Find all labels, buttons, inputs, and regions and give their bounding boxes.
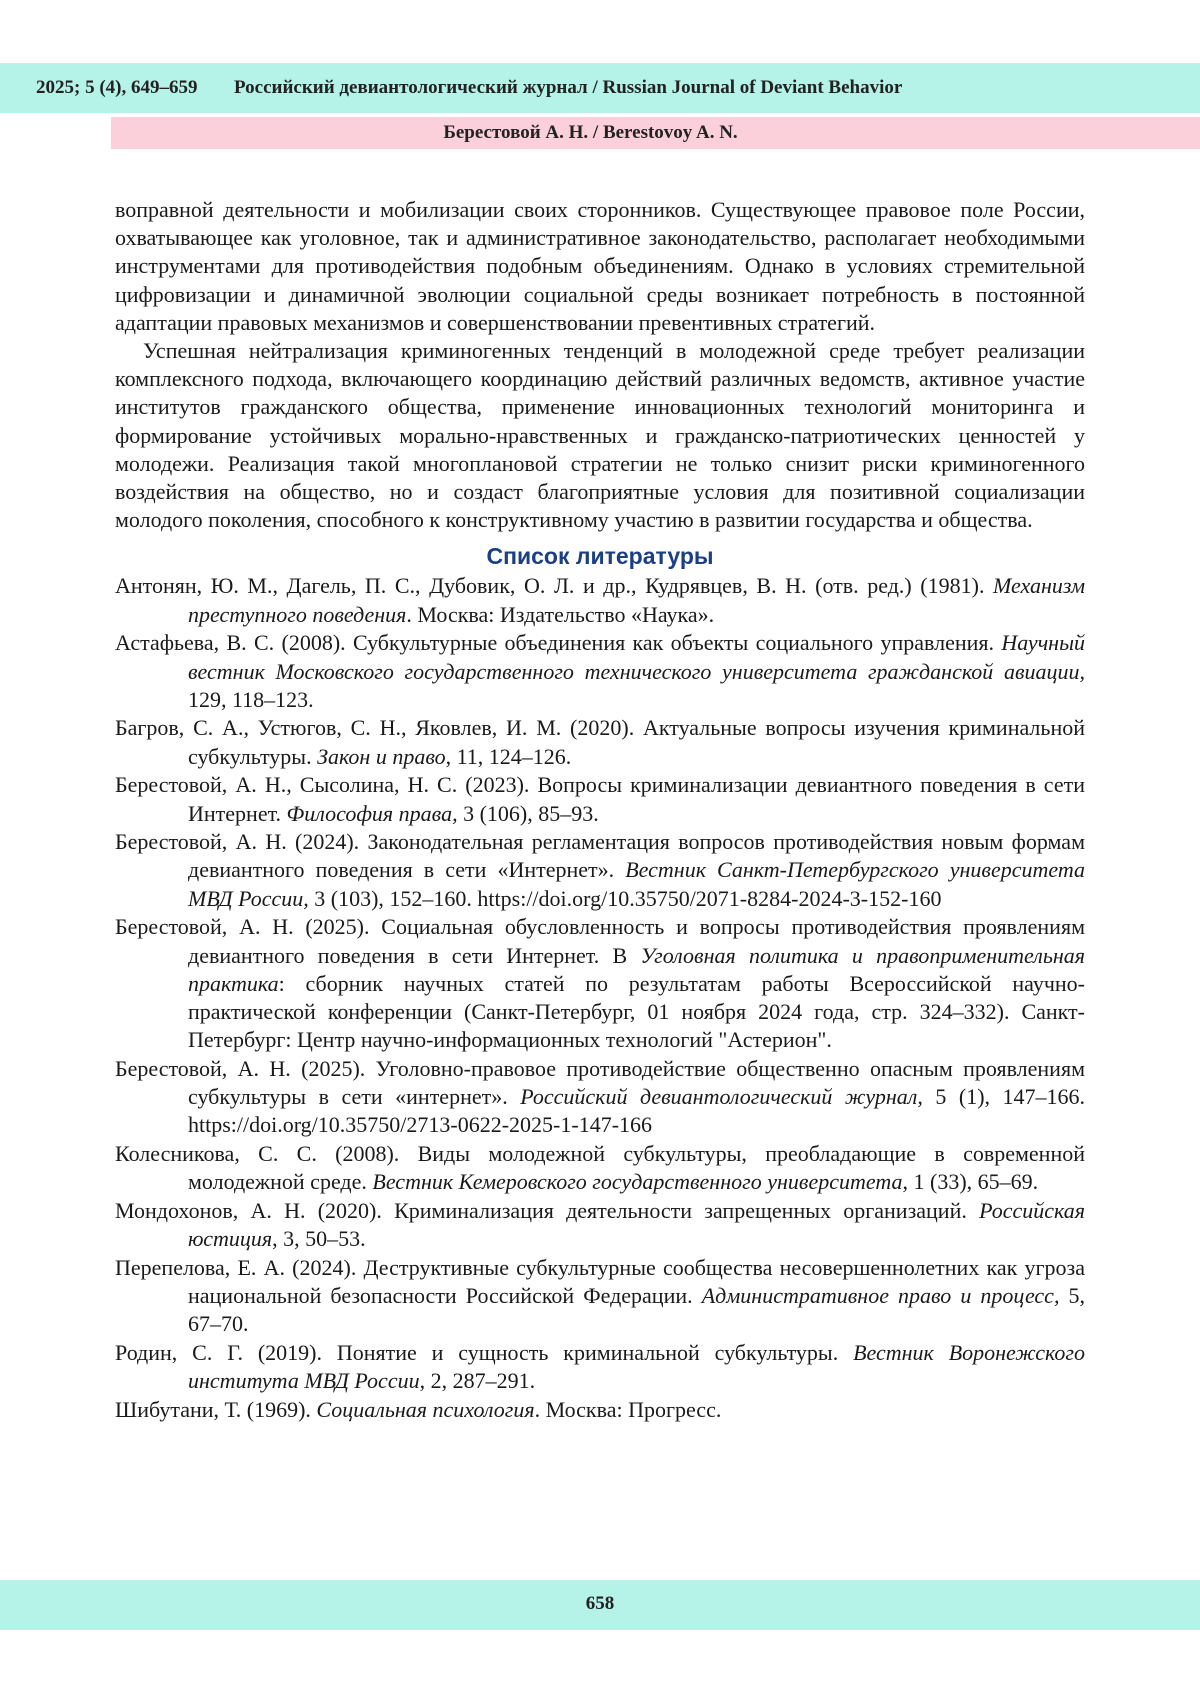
reference-item: Перепелова, Е. А. (2024). Деструктивные субкультурные сообщества несовершеннолетних как угроза национальной безопасности Российской Федерации. Административное право и процесс, 5, 67–70. [115,1254,1086,1337]
article-body [115,196,1085,1425]
journal-header-band [0,63,1200,113]
reference-item: Берестовой, А. Н. (2025). Уголовно-правовое противодействие общественно опасным проявлениям субкультуры в сети «интернет». Российский девиантологический журнал, 5 (1), 147–166. https://doi.org/10.35750/2713-0622-2025-1-147-166 [115,1055,1086,1138]
page-footer-band [0,1580,1200,1630]
reference-item: Родин, С. Г. (2019). Понятие и сущность криминальной субкультуры. Вестник Воронежского института МВД России, 2, 287–291. [115,1339,1085,1394]
running-authors: Берестовой А. Н. / Berestovoy A. N. [443,122,738,143]
reference-item: Астафьева, В. С. (2008). Субкультурные объединения как объекты социального управления. Научный вестник Московского государственного технического университета гражданской авиации, 129, 118–123. [115,630,1085,712]
reference-item: Антонян, Ю. М., Дагель, П. С., Дубовик, О. Л. и др., Кудрявцев, В. Н. (отв. ред.) (1981). Механизм преступного поведения. Москва: Издательство «Наука». [115,573,1085,627]
reference-item: Шибутани, Т. (1969). Социальная психология. Москва: Прогресс. [115,1396,722,1422]
issue-info: 2025; 5 (4), 649–659 [36,77,198,98]
references-list [115,572,1085,1424]
journal-title: Российский девиантологический журнал / Russian Journal of Deviant Behavior [234,77,903,98]
references-heading: Список литературы [486,543,714,570]
body-paragraph-1: воправной деятельности и мобилизации своих сторонников. Существующее правовое поле России, охватывающее как уголовное, так и административное законодательство, располагает необходимыми инструментами для противодействия подобным объединениям. Однако в условиях стремительной цифровизации и динамичной эволюции социальной среды возникает потребность в постоянной адаптации правовых механизмов и совершенствовании превентивных стратегий. [115,197,1085,335]
reference-item: Берестовой, А. Н., Сысолина, Н. С. (2023). Вопросы криминализации девиантного поведения в сети Интернет. Философия права, 3 (106), 85–93. [115,772,1085,826]
body-paragraph-2: Успешная нейтрализация криминогенных тенденций в молодежной среде требует реализации комплексного подхода, включающего координацию действий различных ведомств, активное участие институтов гражданского общества, применение инновационных технологий мониторинга и формирование устойчивых морально-нравственных и гражданско-патриотических ценностей у молодежи. Реализация такой многоплановой стратегии не только снизит риски криминогенного воздействия на общество, но и создаст благоприятные условия для позитивной социализации молодого поколения, способного к конструктивному участию в развитии государства и общества. [115,338,1085,533]
page-number: 658 [585,1593,615,1614]
reference-item: Колесникова, С. С. (2008). Виды молодежной субкультуры, преобладающие в современной молодежной среде. Вестник Кемеровского государственного университета, 1 (33), 65–69. [115,1141,1085,1195]
reference-item: Мондохонов, А. Н. (2020). Криминализация деятельности запрещенных организаций. Российская юстиция, 3, 50–53. [115,1197,1085,1252]
reference-item: Багров, С. А., Устюгов, С. Н., Яковлев, И. М. (2020). Актуальные вопросы изучения криминальной субкультуры. Закон и право, 11, 124–126. [115,715,1085,769]
reference-item: Берестовой, А. Н. (2025). Социальная обусловленность и вопросы противодействия проявлениям девиантного поведения в сети Интернет. В Уголовная политика и правоприменительная практика: сборник научных статей по результатам работы Всероссийской научно-практической конференции (Санкт-Петербург, 01 ноября 2024 года, стр. 324–332). Санкт-Петербург: Центр научно-информационных технологий "Астерион". [115,914,1085,1053]
reference-item: Берестовой, А. Н. (2024). Законодательная регламентация вопросов противодействия новым формам девиантного поведения в сети «Интернет». Вестник Санкт-Петербургского университета МВД России, 3 (103), 152–160. https://doi.org/10.35750/2071-8284-2024-3-152-160 [115,829,1085,911]
author-header-band [111,117,1200,149]
